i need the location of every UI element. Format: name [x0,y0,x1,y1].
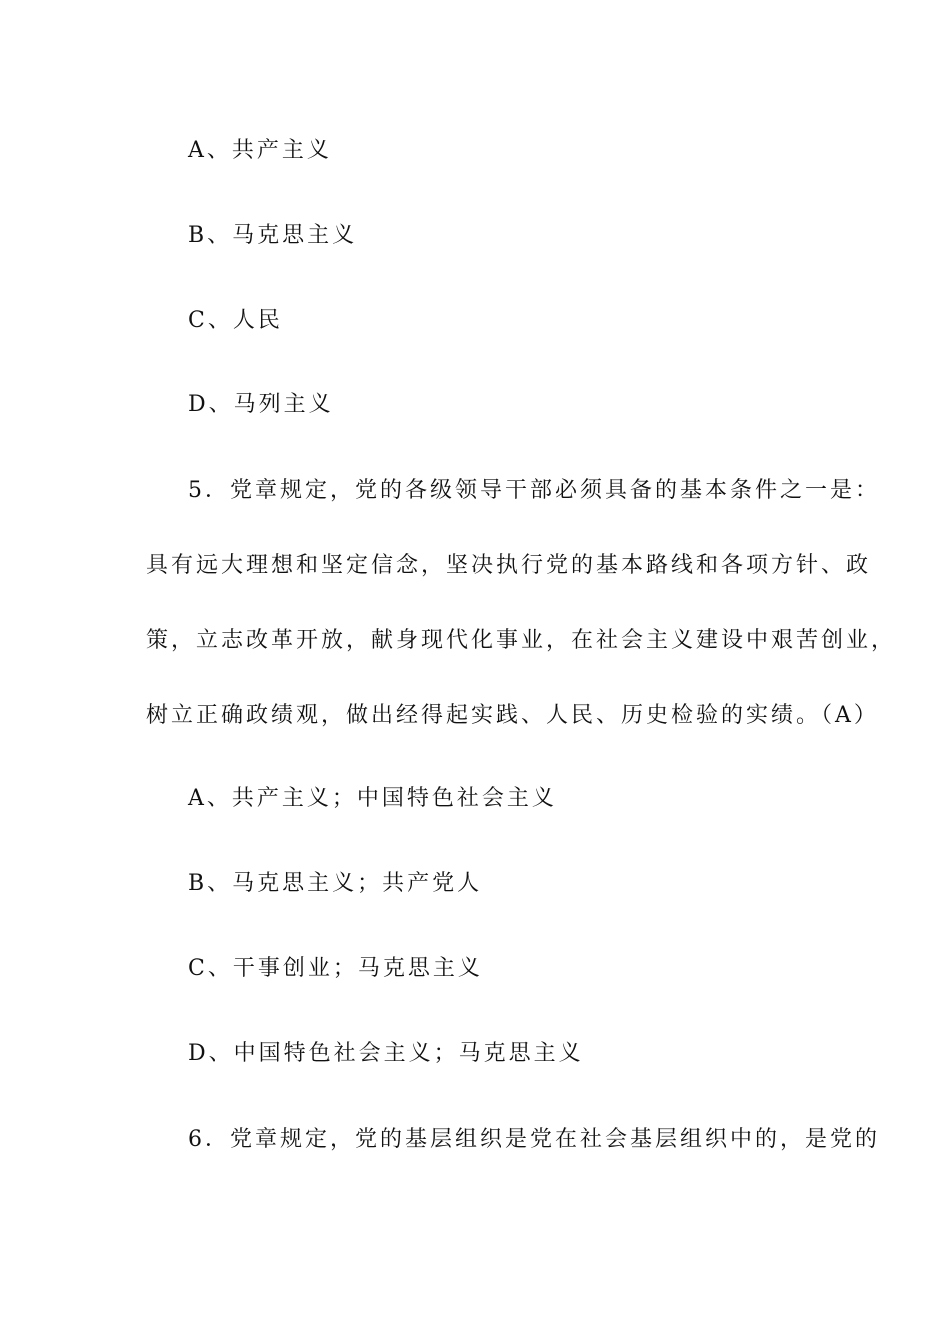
question-5-line-1: 5．党章规定，党的各级领导干部必须具备的基本条件之一是： [188,478,880,503]
option-a: A、共产主义 [188,138,332,163]
q5-option-a: A、共产主义；中国特色社会主义 [188,786,557,811]
question-6-line-1: 6．党章规定，党的基层组织是党在社会基层组织中的，是党的 [188,1127,880,1152]
q5-option-d: D、中国特色社会主义；马克思主义 [188,1041,584,1066]
option-b: B、马克思主义 [188,223,358,248]
option-c: C、人民 [188,308,283,333]
question-5-line-2: 具有远大理想和坚定信念，坚决执行党的基本路线和各项方针、政 [146,553,872,578]
q5-option-c: C、干事创业；马克思主义 [188,956,483,981]
option-d: D、马列主义 [188,392,334,417]
q5-option-b: B、马克思主义；共产党人 [188,871,483,896]
question-5-line-3: 策，立志改革开放，献身现代化事业，在社会主义建设中艰苦创业， [146,628,897,653]
question-5-line-4: 树立正确政绩观，做出经得起实践、人民、历史检验的实绩。（A） [146,703,879,728]
